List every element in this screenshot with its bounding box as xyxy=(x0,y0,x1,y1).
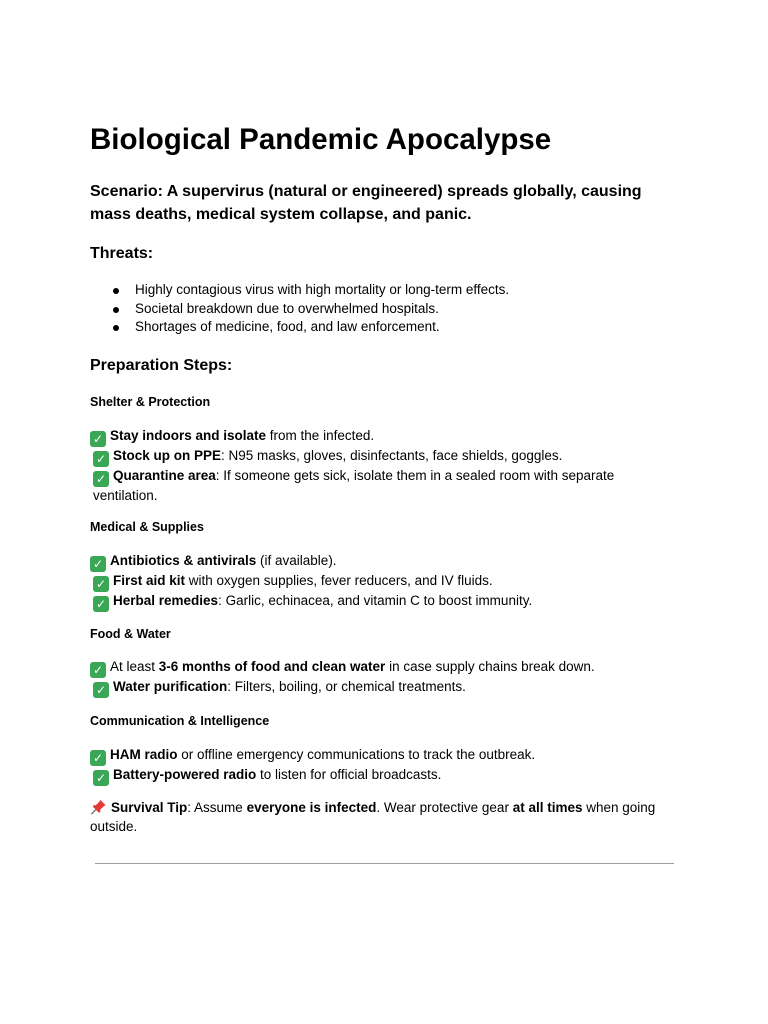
tip-label: Survival Tip xyxy=(111,800,188,815)
item-text: in case supply chains break down. xyxy=(385,659,595,674)
threats-list xyxy=(90,281,509,337)
medical-section xyxy=(90,552,680,612)
list-item xyxy=(90,572,680,592)
item-bold: Stay indoors and isolate xyxy=(110,428,267,443)
shelter-heading: Shelter & Protection xyxy=(90,395,211,409)
tip-bold: at all times xyxy=(512,800,583,815)
preparation-heading: Preparation Steps: xyxy=(90,357,233,374)
item-text: with oxygen supplies, fever reducers, and IV fluids. xyxy=(185,573,493,588)
shelter-section xyxy=(90,427,680,506)
check-mark-button-icon: ✓ xyxy=(90,556,106,572)
item-bold: Quarantine area xyxy=(113,468,216,483)
tip-line xyxy=(90,799,680,837)
survival-tip xyxy=(90,799,680,837)
item-text: (if available). xyxy=(256,553,337,568)
tip-bold: everyone is infected xyxy=(246,800,377,815)
communication-section xyxy=(90,746,680,786)
check-mark-button-icon: ✓ xyxy=(93,596,109,612)
bullet-icon xyxy=(113,307,119,313)
threat-text: Shortages of medicine, food, and law enforcement. xyxy=(135,319,440,335)
list-item xyxy=(90,552,680,572)
pushpin-icon xyxy=(90,799,107,815)
tip-text: . Wear protective gear xyxy=(376,800,513,815)
item-bold: HAM radio xyxy=(110,747,178,762)
threat-text: Highly contagious virus with high mortality or long-term effects. xyxy=(135,282,510,297)
tip-text: when going outside. xyxy=(90,800,656,834)
list-item xyxy=(90,592,680,612)
item-bold: Stock up on PPE xyxy=(113,448,222,463)
medical-heading: Medical & Supplies xyxy=(90,520,204,534)
food-section xyxy=(90,658,680,698)
check-mark-button-icon: ✓ xyxy=(93,471,109,487)
item-text: to listen for official broadcasts. xyxy=(256,767,442,782)
bullet-icon xyxy=(113,288,119,294)
food-heading: Food & Water xyxy=(90,627,171,641)
item-bold: Battery-powered radio xyxy=(113,767,257,782)
item-bold: 3-6 months of food and clean water xyxy=(158,659,386,674)
list-item xyxy=(90,281,509,300)
item-text: : Filters, boiling, or chemical treatments. xyxy=(227,679,466,694)
page-title: Biological Pandemic Apocalypse xyxy=(90,123,552,156)
tip-text: : Assume xyxy=(187,800,247,815)
threats-heading: Threats: xyxy=(90,245,154,262)
item-text: from the infected. xyxy=(266,428,375,443)
communication-heading: Communication & Intelligence xyxy=(90,714,270,728)
list-item xyxy=(90,300,509,319)
list-item xyxy=(90,447,680,467)
check-mark-button-icon: ✓ xyxy=(90,431,106,447)
list-item xyxy=(90,746,680,766)
check-mark-button-icon: ✓ xyxy=(93,682,109,698)
item-bold: First aid kit xyxy=(113,573,186,588)
item-bold: Antibiotics & antivirals xyxy=(110,553,257,568)
list-item xyxy=(90,427,680,447)
scenario-text: Scenario: A supervirus (natural or engineered) spreads globally, causing mass deaths, medical system collapse, and panic. xyxy=(90,183,642,223)
list-item xyxy=(90,318,509,337)
horizontal-divider xyxy=(95,863,674,864)
bullet-icon xyxy=(113,325,119,331)
check-mark-button-icon: ✓ xyxy=(90,750,106,766)
check-mark-button-icon: ✓ xyxy=(93,451,109,467)
threat-text: Societal breakdown due to overwhelmed hospitals. xyxy=(135,300,439,316)
item-text: : N95 masks, gloves, disinfectants, face shields, goggles. xyxy=(221,448,563,463)
list-item xyxy=(90,678,680,698)
list-item xyxy=(90,766,680,786)
check-mark-button-icon: ✓ xyxy=(93,770,109,786)
item-bold: Herbal remedies xyxy=(113,593,219,608)
item-text: or offline emergency communications to track the outbreak. xyxy=(177,747,536,762)
list-item xyxy=(90,658,680,678)
item-text: At least xyxy=(110,659,159,674)
item-bold: Water purification xyxy=(113,679,228,694)
list-item xyxy=(90,467,680,506)
check-mark-button-icon: ✓ xyxy=(90,662,106,678)
item-text: : If someone gets sick, isolate them in a sealed room with separate ventilation. xyxy=(93,468,615,503)
check-mark-button-icon: ✓ xyxy=(93,576,109,592)
item-text: : Garlic, echinacea, and vitamin C to boost immunity. xyxy=(218,593,533,608)
